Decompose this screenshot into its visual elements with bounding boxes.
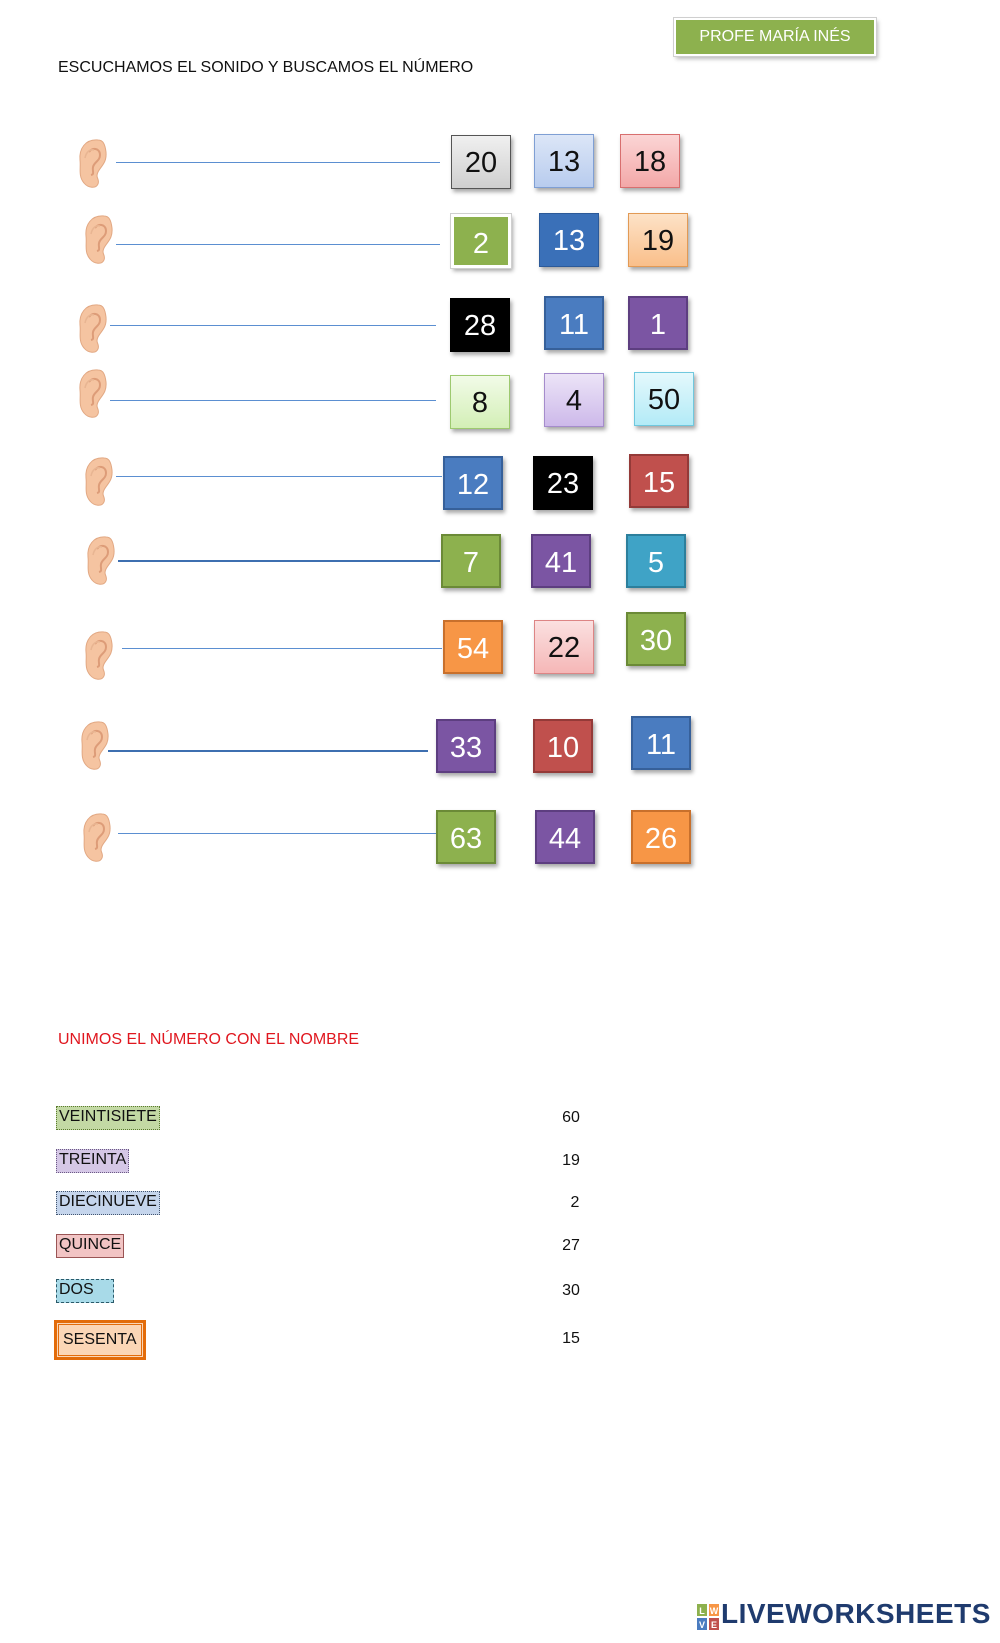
word-label-diecinueve[interactable]: DIECINUEVE [56,1191,160,1215]
ear-icon[interactable] [82,630,116,682]
number-box[interactable]: 13 [539,213,599,267]
number-box[interactable]: 28 [450,298,510,352]
number-box[interactable]: 41 [531,534,591,588]
author-badge: PROFE MARÍA INÉS [676,20,874,54]
number-box[interactable]: 12 [443,456,503,510]
match-number[interactable]: 30 [562,1282,580,1299]
answer-line [110,325,436,326]
number-box[interactable]: 11 [631,716,691,770]
number-box[interactable]: 44 [535,810,595,864]
word-label-treinta[interactable]: TREINTA [56,1149,129,1173]
number-box[interactable]: 54 [443,620,503,674]
number-box[interactable]: 18 [620,134,680,188]
ear-icon[interactable] [80,812,114,864]
match-number[interactable]: 15 [562,1330,580,1347]
word-label-quince[interactable]: QUINCE [56,1234,124,1258]
match-number[interactable]: 2 [570,1194,580,1211]
match-number[interactable]: 27 [562,1237,580,1254]
number-box[interactable]: 63 [436,810,496,864]
answer-line [118,833,436,834]
match-number[interactable]: 60 [562,1109,580,1126]
answer-line [116,476,442,477]
number-box[interactable]: 5 [626,534,686,588]
section-title-listen: ESCUCHAMOS EL SONIDO Y BUSCAMOS EL NÚMERO [58,59,474,76]
match-number[interactable]: 19 [562,1152,580,1169]
number-box[interactable]: 11 [544,296,604,350]
number-box[interactable]: 1 [628,296,688,350]
number-box[interactable]: 13 [534,134,594,188]
number-box[interactable]: 19 [628,213,688,267]
number-box[interactable]: 26 [631,810,691,864]
number-box[interactable]: 20 [451,135,511,189]
number-box[interactable]: 50 [634,372,694,426]
ear-icon[interactable] [82,214,116,266]
ear-icon[interactable] [78,720,112,772]
answer-line [122,648,442,649]
number-box[interactable]: 7 [441,534,501,588]
svg-text:V: V [698,1620,706,1630]
liveworksheets-footer[interactable] [697,1598,997,1638]
answer-line [116,244,440,245]
svg-text:E: E [710,1620,718,1630]
word-label-sesenta[interactable]: SESENTA [56,1322,144,1358]
answer-line [108,750,428,752]
svg-text:W: W [709,1606,719,1616]
answer-line [116,162,440,163]
number-box[interactable]: 22 [534,620,594,674]
number-box[interactable]: 33 [436,719,496,773]
liveworksheets-brand-text: LIVEWORKSHEETS [721,1598,991,1629]
svg-text:L: L [699,1606,705,1616]
answer-line [110,400,436,401]
ear-icon[interactable] [76,368,110,420]
number-box[interactable]: 4 [544,373,604,427]
ear-icon[interactable] [76,303,110,355]
word-label-veintisiete[interactable]: VEINTISIETE [56,1106,160,1130]
number-box[interactable]: 10 [533,719,593,773]
number-box[interactable]: 8 [450,375,510,429]
section-title-match: UNIMOS EL NÚMERO CON EL NOMBRE [58,1031,360,1048]
ear-icon[interactable] [84,535,118,587]
number-box[interactable]: 15 [629,454,689,508]
ear-icon[interactable] [82,456,116,508]
number-box[interactable]: 23 [533,456,593,510]
number-box[interactable]: 30 [626,612,686,666]
answer-line [118,560,440,562]
word-label-dos[interactable]: DOS [56,1279,114,1303]
number-box[interactable]: 2 [451,214,511,268]
ear-icon[interactable] [76,138,110,190]
liveworksheets-logo-icon [697,1604,719,1630]
